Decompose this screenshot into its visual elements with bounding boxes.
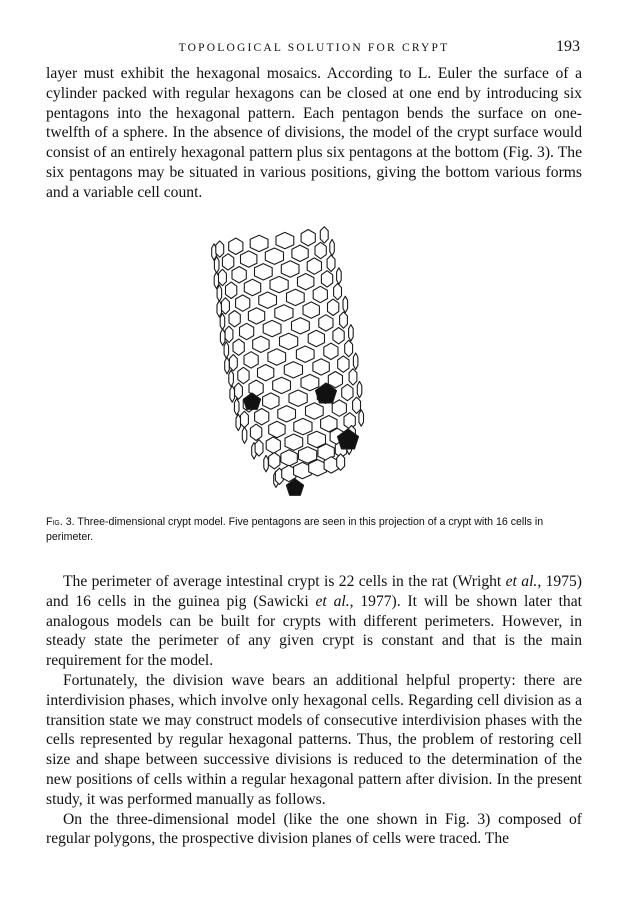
- hexagonal-cell: [281, 450, 297, 466]
- hexagonal-cell: [306, 403, 324, 419]
- hexagonal-cell: [216, 241, 224, 257]
- hexagonal-cell: [244, 352, 258, 368]
- hexagonal-cell: [345, 340, 353, 356]
- hexagonal-cell: [327, 255, 335, 271]
- hexagonal-cell: [285, 434, 303, 450]
- hexagonal-cell: [255, 440, 263, 456]
- figure-label: Fig. 3.: [46, 516, 75, 528]
- hexagonal-cell: [303, 302, 319, 318]
- hexagonal-cell: [313, 359, 329, 375]
- hexagonal-cell: [328, 299, 339, 315]
- paragraph: [46, 572, 582, 671]
- hexagonal-cell: [269, 421, 285, 437]
- hexagonal-cell: [337, 454, 345, 470]
- hexagonal-cell: [217, 301, 222, 317]
- hexagonal-cell: [222, 298, 230, 314]
- hexagonal-cell: [269, 453, 280, 469]
- hexagonal-cell: [332, 400, 346, 416]
- hexagonal-cell: [270, 276, 288, 292]
- hexagonal-cell: [229, 311, 240, 327]
- hexagonal-cell: [280, 333, 298, 349]
- hexagonal-cell: [307, 258, 321, 274]
- hexagonal-cell: [276, 232, 294, 248]
- hexagonal-cell: [315, 242, 326, 258]
- hexagonal-cell: [281, 261, 299, 277]
- hexagonal-cell: [214, 257, 219, 273]
- hexagonal-cell: [338, 356, 349, 372]
- paragraph: layer must exhibit the hexagonal mosaics. According to L. Euler the surface of a cylinder packed with regular hexagons can be closed at one end by introducing six pentagons into the hexagonal pattern. Each pentagon bends the surface on one-twelfth of a sphere. In the absence of divisions, the model of the crypt surface would consist of an entirely hexagonal pattern plus six pentagons at the bottom (Fig. 3). The six pentagons may be situated in various positions, giving the bottom various forms and a variable cell count.: [46, 65, 582, 201]
- hexagonal-cell: [234, 399, 239, 415]
- hexagonal-cell: [259, 292, 277, 308]
- hexagonal-cell: [340, 312, 348, 328]
- hexagonal-cell: [319, 315, 333, 331]
- hexagonal-cell: [236, 414, 241, 430]
- hexagonal-cell: [342, 384, 353, 400]
- page-number: 193: [556, 38, 580, 55]
- page-header: [46, 40, 582, 60]
- hexagonal-cell: [353, 353, 358, 369]
- hexagonal-cell: [235, 383, 243, 399]
- hexagonal-cell: [255, 409, 269, 425]
- hexagonal-cell: [298, 274, 314, 290]
- hexagonal-cell: [226, 282, 237, 298]
- hexagonal-cell: [241, 251, 257, 267]
- hexagonal-cell: [225, 326, 233, 342]
- hexagonal-cell: [229, 238, 243, 254]
- hexagonal-cell: [258, 365, 274, 381]
- paragraph-text: , 1975) and 16 cells in the guinea pig (Sawicki: [46, 573, 582, 610]
- hexagonal-cell: [229, 355, 237, 371]
- hexagonal-cell: [343, 296, 348, 312]
- hexagonal-cell: [241, 411, 249, 427]
- hexagonal-cell: [284, 362, 302, 378]
- crypt-model-illustration: [180, 224, 420, 506]
- hexagonal-cell: [255, 264, 273, 280]
- hexagonal-cell: [289, 390, 307, 406]
- hexagonal-cell: [337, 268, 342, 284]
- hexagonal-cell: [236, 295, 250, 311]
- hexagonal-cell: [349, 325, 354, 341]
- hexagonal-cell: [278, 406, 296, 422]
- hexagonal-cell: [242, 427, 247, 443]
- body-text-top: [46, 64, 582, 203]
- hexagonal-cell: [301, 230, 315, 246]
- hexagonal-cell: [357, 381, 362, 397]
- hexagonal-cell: [250, 235, 268, 251]
- hexagonal-cell: [225, 357, 230, 373]
- hexagonal-cell: [301, 374, 319, 390]
- hexagonal-cell: [229, 370, 234, 386]
- hexagonal-cell: [220, 329, 225, 345]
- body-text-bottom: [46, 572, 582, 849]
- paragraph: Fortunately, the division wave bears an additional helpful property: there are interdivision phases, which involve only hexagonal cells. Regarding cell division as a transition state we may construct models of consecutive interdivision phases with the cells represented by regular hexagonal patterns. Thus, the problem of restoring cell size and shape between successive divisions is reduced to the determination of the new positions of cells within a regular hexagonal pattern after division. In the present study, it was performed manually as follows.: [46, 671, 582, 808]
- hexagonal-cell: [296, 346, 314, 362]
- hexagonal-cell: [265, 248, 283, 264]
- hexagonal-cell: [217, 285, 222, 301]
- hexagonal-cell: [266, 437, 280, 453]
- hexagonal-cell: [334, 284, 342, 300]
- hexagonal-cell: [230, 386, 235, 402]
- hexagonal-cell: [349, 369, 357, 385]
- hexagonal-cell: [359, 410, 364, 426]
- paragraph-text: The perimeter of average intestinal crypt is 22 cells in the rat (Wright: [63, 573, 506, 590]
- citation-et-al: et al.: [505, 573, 538, 590]
- hexagonal-cell: [324, 343, 338, 359]
- hexagonal-cell: [263, 320, 281, 336]
- hexagonal-cell: [250, 424, 261, 440]
- hexagonal-cell: [240, 323, 254, 339]
- hexagonal-cell: [328, 372, 342, 388]
- hexagonal-cell: [333, 328, 344, 344]
- hexagonal-cell: [313, 286, 327, 302]
- hexagonal-cell: [308, 330, 324, 346]
- figure-caption-text: Three-dimensional crypt model. Five pentagons are seen in this projection of a crypt with 16 cells in perimeter.: [46, 516, 544, 543]
- hexagonal-cell: [353, 397, 361, 413]
- hexagonal-cell: [320, 227, 328, 243]
- hexagonal-cell: [330, 239, 335, 255]
- hexagonal-cell: [292, 245, 308, 261]
- paragraph-text: , 1977). It will be shown later that analogous models can be built for crypts with different perimeters. However, in steady state the perimeter of any given crypt is constant and that is the main requirement for the model.: [46, 592, 582, 670]
- hexagonal-cell: [292, 318, 310, 334]
- hexagonal-cell: [233, 339, 244, 355]
- hexagonal-cell: [219, 269, 227, 285]
- hexagonal-cell: [222, 254, 233, 270]
- figure-caption: [46, 515, 582, 545]
- hexagonal-cell: [224, 342, 229, 358]
- hexagonal-cell: [248, 308, 264, 324]
- running-head: TOPOLOGICAL SOLUTION FOR CRYPT: [178, 42, 450, 54]
- hexagonal-cell: [264, 455, 269, 471]
- hexagonal-cell: [220, 313, 225, 329]
- hexagonal-cell: [275, 305, 293, 321]
- citation-et-al: et al.: [315, 592, 350, 610]
- hexagonal-cell: [244, 279, 260, 295]
- figure-3: [180, 224, 420, 506]
- hexagonal-cell: [287, 289, 305, 305]
- hexagonal-cell: [238, 367, 249, 383]
- hexagonal-cell: [253, 336, 269, 352]
- hexagonal-cell: [268, 349, 286, 365]
- hexagonal-cell: [263, 393, 279, 409]
- hexagonal-cell: [232, 267, 246, 283]
- paragraph: On the three-dimensional model (like the one shown in Fig. 3) composed of regular polygons, the prospective division planes of cells were traced. The: [46, 810, 582, 848]
- hexagonal-cell: [294, 418, 312, 434]
- hexagonal-cell: [273, 377, 291, 393]
- hexagonal-cell: [321, 271, 332, 287]
